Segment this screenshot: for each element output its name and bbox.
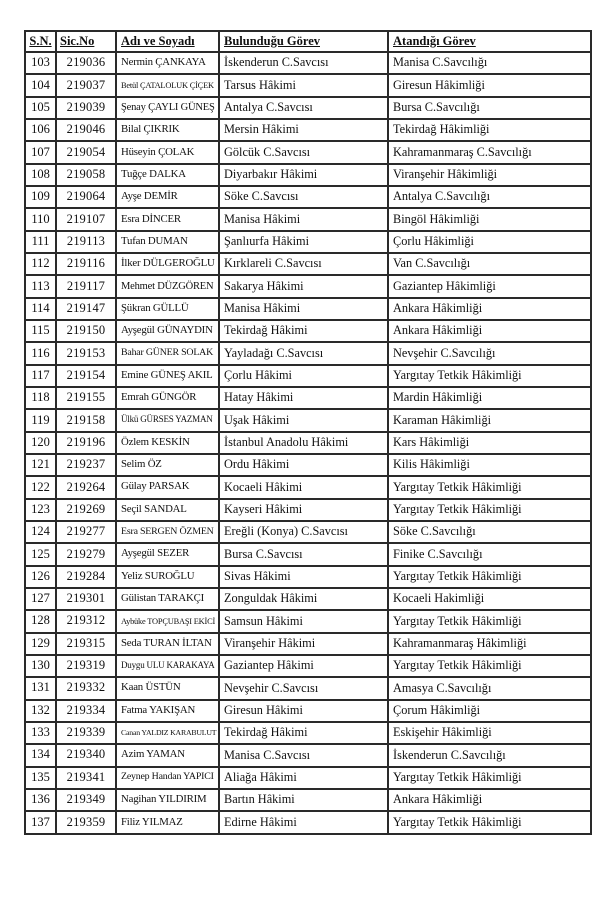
cell-assigned-position: Yargıtay Tetkik Hâkimliği (388, 365, 591, 387)
cell-current-position: Viranşehir Hâkimi (219, 633, 388, 655)
cell-current-position: Sakarya Hâkimi (219, 275, 388, 297)
cell-registry-number: 219054 (56, 141, 116, 163)
cell-registry-number: 219319 (56, 655, 116, 677)
cell-full-name: Ülkü GÜRSES YAZMAN (116, 409, 219, 431)
cell-current-position: Yayladağı C.Savcısı (219, 342, 388, 364)
cell-full-name: Esra DİNCER (116, 208, 219, 230)
cell-assigned-position: Ankara Hâkimliği (388, 789, 591, 811)
cell-serial-number: 114 (25, 298, 56, 320)
cell-serial-number: 105 (25, 97, 56, 119)
table-row (25, 186, 591, 208)
table-row (25, 767, 591, 789)
cell-assigned-position: Yargıtay Tetkik Hâkimliği (388, 566, 591, 588)
cell-assigned-position: Finike C.Savcılığı (388, 543, 591, 565)
cell-assigned-position: Bingöl Hâkimliği (388, 208, 591, 230)
cell-serial-number: 128 (25, 610, 56, 632)
cell-assigned-position: Yargıtay Tetkik Hâkimliği (388, 610, 591, 632)
cell-current-position: Edirne Hâkimi (219, 811, 388, 834)
cell-serial-number: 120 (25, 432, 56, 454)
cell-registry-number: 219058 (56, 164, 116, 186)
table-row (25, 566, 591, 588)
table-header-row (25, 31, 591, 52)
table-row (25, 97, 591, 119)
cell-serial-number: 110 (25, 208, 56, 230)
cell-registry-number: 219315 (56, 633, 116, 655)
cell-assigned-position: Kars Hâkimliği (388, 432, 591, 454)
cell-registry-number: 219046 (56, 119, 116, 141)
cell-assigned-position: Bursa C.Savcılığı (388, 97, 591, 119)
table-row (25, 655, 591, 677)
cell-assigned-position: Yargıtay Tetkik Hâkimliği (388, 655, 591, 677)
table-body (25, 52, 591, 834)
cell-current-position: Ordu Hâkimi (219, 454, 388, 476)
cell-serial-number: 132 (25, 700, 56, 722)
cell-current-position: Ereğli (Konya) C.Savcısı (219, 521, 388, 543)
cell-assigned-position: Nevşehir C.Savcılığı (388, 342, 591, 364)
cell-full-name: Tuğçe DALKA (116, 164, 219, 186)
cell-assigned-position: Tekirdağ Hâkimliği (388, 119, 591, 141)
table-row (25, 141, 591, 163)
cell-serial-number: 116 (25, 342, 56, 364)
table-row (25, 633, 591, 655)
cell-serial-number: 113 (25, 275, 56, 297)
cell-assigned-position: Mardin Hâkimliği (388, 387, 591, 409)
cell-current-position: Gölcük C.Savcısı (219, 141, 388, 163)
cell-full-name: Mehmet DÜZGÖREN (116, 275, 219, 297)
cell-full-name: Şükran GÜLLÜ (116, 298, 219, 320)
cell-assigned-position: Gaziantep Hâkimliği (388, 275, 591, 297)
table-row (25, 811, 591, 834)
cell-serial-number: 123 (25, 499, 56, 521)
cell-serial-number: 117 (25, 365, 56, 387)
cell-full-name: Ayşe DEMİR (116, 186, 219, 208)
cell-registry-number: 219036 (56, 52, 116, 74)
table-row (25, 432, 591, 454)
cell-current-position: Tekirdağ Hâkimi (219, 320, 388, 342)
cell-registry-number: 219340 (56, 744, 116, 766)
cell-current-position: Giresun Hâkimi (219, 700, 388, 722)
cell-full-name: Fatma YAKIŞAN (116, 700, 219, 722)
cell-assigned-position: Antalya C.Savcılığı (388, 186, 591, 208)
cell-serial-number: 126 (25, 566, 56, 588)
header-current-position: Bulunduğu Görev (219, 31, 388, 52)
cell-registry-number: 219155 (56, 387, 116, 409)
cell-serial-number: 104 (25, 74, 56, 96)
cell-assigned-position: Giresun Hâkimliği (388, 74, 591, 96)
cell-serial-number: 133 (25, 722, 56, 744)
cell-current-position: İskenderun C.Savcısı (219, 52, 388, 74)
table-row (25, 454, 591, 476)
cell-full-name: Nagihan YILDIRIM (116, 789, 219, 811)
cell-current-position: Kocaeli Hâkimi (219, 476, 388, 498)
cell-current-position: Nevşehir C.Savcısı (219, 677, 388, 699)
assignment-table (24, 30, 592, 835)
cell-full-name: Emine GÜNEŞ AKIL (116, 365, 219, 387)
cell-current-position: Zonguldak Hâkimi (219, 588, 388, 610)
table-row (25, 677, 591, 699)
cell-assigned-position: Amasya C.Savcılığı (388, 677, 591, 699)
cell-registry-number: 219269 (56, 499, 116, 521)
cell-current-position: Samsun Hâkimi (219, 610, 388, 632)
cell-assigned-position: İskenderun C.Savcılığı (388, 744, 591, 766)
cell-full-name: Canan YALDIZ KARABULUT (116, 722, 219, 744)
cell-full-name: Aybüke TOPÇUBAŞI EKİCİ (116, 610, 219, 632)
cell-full-name: Hüseyin ÇOLAK (116, 141, 219, 163)
cell-assigned-position: Ankara Hâkimliği (388, 320, 591, 342)
cell-serial-number: 124 (25, 521, 56, 543)
cell-registry-number: 219064 (56, 186, 116, 208)
table-row (25, 387, 591, 409)
table-row (25, 74, 591, 96)
cell-current-position: Mersin Hâkimi (219, 119, 388, 141)
cell-full-name: Tufan DUMAN (116, 231, 219, 253)
cell-current-position: Sivas Hâkimi (219, 566, 388, 588)
table-row (25, 231, 591, 253)
cell-current-position: Bartın Hâkimi (219, 789, 388, 811)
cell-registry-number: 219153 (56, 342, 116, 364)
table-row (25, 700, 591, 722)
cell-current-position: Antalya C.Savcısı (219, 97, 388, 119)
table-row (25, 722, 591, 744)
cell-serial-number: 122 (25, 476, 56, 498)
cell-serial-number: 107 (25, 141, 56, 163)
cell-assigned-position: Manisa C.Savcılığı (388, 52, 591, 74)
cell-registry-number: 219277 (56, 521, 116, 543)
cell-full-name: Bilal ÇIKRIK (116, 119, 219, 141)
cell-current-position: Tekirdağ Hâkimi (219, 722, 388, 744)
table-row (25, 342, 591, 364)
cell-serial-number: 129 (25, 633, 56, 655)
cell-registry-number: 219196 (56, 432, 116, 454)
cell-assigned-position: Van C.Savcılığı (388, 253, 591, 275)
cell-full-name: Kaan ÜSTÜN (116, 677, 219, 699)
cell-full-name: Seda TURAN İLTAN (116, 633, 219, 655)
cell-registry-number: 219334 (56, 700, 116, 722)
cell-serial-number: 112 (25, 253, 56, 275)
cell-current-position: İstanbul Anadolu Hâkimi (219, 432, 388, 454)
cell-serial-number: 121 (25, 454, 56, 476)
cell-assigned-position: Karaman Hâkimliği (388, 409, 591, 431)
cell-full-name: Esra SERGEN ÖZMEN (116, 521, 219, 543)
cell-full-name: Özlem KESKİN (116, 432, 219, 454)
cell-registry-number: 219158 (56, 409, 116, 431)
cell-assigned-position: Yargıtay Tetkik Hâkimliği (388, 811, 591, 834)
table-row (25, 119, 591, 141)
cell-assigned-position: Yargıtay Tetkik Hâkimliği (388, 767, 591, 789)
table-row (25, 52, 591, 74)
cell-serial-number: 135 (25, 767, 56, 789)
table-row (25, 521, 591, 543)
cell-current-position: Manisa C.Savcısı (219, 744, 388, 766)
cell-full-name: İlker DÜLGEROĞLU (116, 253, 219, 275)
cell-assigned-position: Kahramanmaraş C.Savcılığı (388, 141, 591, 163)
table-row (25, 744, 591, 766)
header-registry-number: Sic.No (56, 31, 116, 52)
cell-registry-number: 219237 (56, 454, 116, 476)
cell-serial-number: 119 (25, 409, 56, 431)
cell-serial-number: 106 (25, 119, 56, 141)
cell-serial-number: 127 (25, 588, 56, 610)
cell-current-position: Kırklareli C.Savcısı (219, 253, 388, 275)
cell-registry-number: 219312 (56, 610, 116, 632)
cell-registry-number: 219301 (56, 588, 116, 610)
cell-assigned-position: Kahramanmaraş Hâkimliği (388, 633, 591, 655)
table-row (25, 320, 591, 342)
cell-full-name: Selim ÖZ (116, 454, 219, 476)
cell-full-name: Emrah GÜNGÖR (116, 387, 219, 409)
cell-full-name: Ayşegül SEZER (116, 543, 219, 565)
cell-serial-number: 134 (25, 744, 56, 766)
cell-assigned-position: Söke C.Savcılığı (388, 521, 591, 543)
cell-serial-number: 136 (25, 789, 56, 811)
cell-registry-number: 219037 (56, 74, 116, 96)
cell-current-position: Aliağa Hâkimi (219, 767, 388, 789)
cell-assigned-position: Kilis Hâkimliği (388, 454, 591, 476)
header-serial-number: S.N. (25, 31, 56, 52)
cell-registry-number: 219150 (56, 320, 116, 342)
table-row (25, 409, 591, 431)
cell-full-name: Bahar GÜNER SOLAK (116, 342, 219, 364)
cell-current-position: Manisa Hâkimi (219, 298, 388, 320)
table-row (25, 208, 591, 230)
cell-full-name: Filiz YILMAZ (116, 811, 219, 834)
cell-serial-number: 130 (25, 655, 56, 677)
cell-full-name: Gülay PARSAK (116, 476, 219, 498)
cell-serial-number: 115 (25, 320, 56, 342)
cell-serial-number: 137 (25, 811, 56, 834)
cell-full-name: Betül ÇATALOLUK ÇİÇEK (116, 74, 219, 96)
cell-registry-number: 219117 (56, 275, 116, 297)
cell-full-name: Ayşegül GÜNAYDIN (116, 320, 219, 342)
table-row (25, 275, 591, 297)
cell-current-position: Hatay Hâkimi (219, 387, 388, 409)
cell-full-name: Zeynep Handan YAPICI (116, 767, 219, 789)
cell-current-position: Şanlıurfa Hâkimi (219, 231, 388, 253)
cell-serial-number: 109 (25, 186, 56, 208)
cell-serial-number: 108 (25, 164, 56, 186)
cell-full-name: Şenay ÇAYLI GÜNEŞ (116, 97, 219, 119)
cell-assigned-position: Kocaeli Hakimliği (388, 588, 591, 610)
cell-registry-number: 219107 (56, 208, 116, 230)
cell-serial-number: 111 (25, 231, 56, 253)
cell-registry-number: 219279 (56, 543, 116, 565)
cell-assigned-position: Viranşehir Hâkimliği (388, 164, 591, 186)
header-full-name: Adı ve Soyadı (116, 31, 219, 52)
cell-serial-number: 125 (25, 543, 56, 565)
cell-assigned-position: Çorum Hâkimliği (388, 700, 591, 722)
table-row (25, 588, 591, 610)
table-row (25, 365, 591, 387)
table-row (25, 543, 591, 565)
cell-registry-number: 219339 (56, 722, 116, 744)
cell-registry-number: 219116 (56, 253, 116, 275)
cell-full-name: Gülistan TARAKÇI (116, 588, 219, 610)
cell-full-name: Duygu ULU KARAKAYA (116, 655, 219, 677)
cell-full-name: Yeliz SUROĞLU (116, 566, 219, 588)
cell-current-position: Söke C.Savcısı (219, 186, 388, 208)
cell-serial-number: 103 (25, 52, 56, 74)
table-row (25, 789, 591, 811)
table-row (25, 476, 591, 498)
cell-assigned-position: Yargıtay Tetkik Hâkimliği (388, 476, 591, 498)
cell-registry-number: 219341 (56, 767, 116, 789)
cell-current-position: Tarsus Hâkimi (219, 74, 388, 96)
cell-registry-number: 219264 (56, 476, 116, 498)
cell-current-position: Bursa C.Savcısı (219, 543, 388, 565)
cell-full-name: Nermin ÇANKAYA (116, 52, 219, 74)
cell-registry-number: 219154 (56, 365, 116, 387)
cell-registry-number: 219284 (56, 566, 116, 588)
cell-registry-number: 219113 (56, 231, 116, 253)
table-row (25, 253, 591, 275)
cell-full-name: Seçil SANDAL (116, 499, 219, 521)
cell-current-position: Diyarbakır Hâkimi (219, 164, 388, 186)
cell-serial-number: 131 (25, 677, 56, 699)
cell-registry-number: 219332 (56, 677, 116, 699)
table-row (25, 610, 591, 632)
cell-assigned-position: Eskişehir Hâkimliği (388, 722, 591, 744)
cell-assigned-position: Çorlu Hâkimliği (388, 231, 591, 253)
cell-serial-number: 118 (25, 387, 56, 409)
cell-registry-number: 219039 (56, 97, 116, 119)
cell-registry-number: 219147 (56, 298, 116, 320)
cell-current-position: Uşak Hâkimi (219, 409, 388, 431)
table-row (25, 164, 591, 186)
cell-current-position: Çorlu Hâkimi (219, 365, 388, 387)
cell-assigned-position: Ankara Hâkimliği (388, 298, 591, 320)
header-assigned-position: Atandığı Görev (388, 31, 591, 52)
cell-current-position: Manisa Hâkimi (219, 208, 388, 230)
cell-current-position: Gaziantep Hâkimi (219, 655, 388, 677)
table-row (25, 298, 591, 320)
cell-full-name: Azim YAMAN (116, 744, 219, 766)
table-row (25, 499, 591, 521)
document-page (0, 30, 616, 901)
cell-registry-number: 219359 (56, 811, 116, 834)
cell-registry-number: 219349 (56, 789, 116, 811)
cell-assigned-position: Yargıtay Tetkik Hâkimliği (388, 499, 591, 521)
cell-current-position: Kayseri Hâkimi (219, 499, 388, 521)
